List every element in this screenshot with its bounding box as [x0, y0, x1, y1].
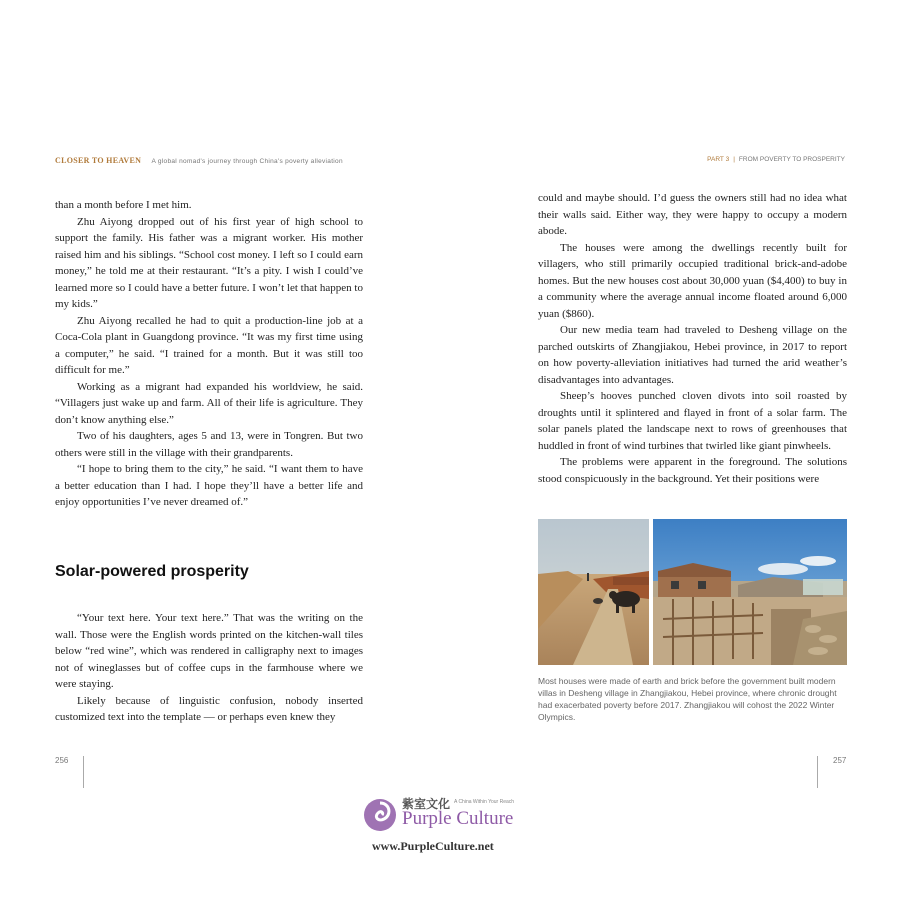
- village-road-photo: [538, 519, 649, 665]
- left-page-body-top: [55, 197, 363, 511]
- paragraph: Zhu Aiyong recalled he had to quit a production-line job at a Coca-Cola plant in Guangdong province. “It was my first time using a computer,” he said. “I trained for a month. But it was still too difficult for me.”: [55, 314, 363, 376]
- running-header-right: [707, 156, 845, 163]
- page-number-right: 257: [833, 756, 847, 765]
- paragraph: The houses were among the dwellings recently built for villagers, who still primarily occupied traditional brick-and-adobe homes. But the new houses cost about 30,000 yuan ($4,400) to buy in a community where the average annual income floated around 6,000 yuan ($860).: [538, 241, 847, 320]
- right-page-body: [538, 190, 847, 487]
- running-header-left: [55, 156, 343, 165]
- photo-caption: Most houses were made of earth and brick before the government built modern villas in Desheng village in Zhangjiakou, Hebei province, where chronic drought had exacerbated poverty before 2017. Zhangjiakou will cohost the 2022 Winter Olympics.: [538, 676, 837, 722]
- paragraph: Likely because of linguistic confusion, nobody inserted customized text into the template — or perhaps even knew they: [55, 694, 363, 723]
- paragraph: than a month before I met him.: [55, 199, 192, 211]
- left-page-body-bottom: [55, 610, 363, 726]
- paragraph: Working as a migrant had expanded his worldview, he said. “Villagers just wake up and farm. All of their life is agriculture. They don’t know anything else.”: [55, 380, 363, 426]
- paragraph: could and maybe should. I’d guess the owners still had no idea what their walls said. Either way, they were happy to occupy a modern abode.: [538, 192, 847, 237]
- page-number-left: 256: [55, 756, 69, 765]
- farmhouse-photo: [653, 519, 847, 665]
- page-rule-left: [83, 756, 84, 788]
- paragraph: Two of his daughters, ages 5 and 13, were in Tongren. But two others were still in the village with their grandparents.: [55, 430, 363, 459]
- paragraph: Our new media team had traveled to Desheng village on the parched outskirts of Zhangjiakou, Hebei province, in 2017 to report on how poverty-alleviation initiatives had turned the arid weather’s disadvantages into advantages.: [538, 324, 847, 386]
- page-rule-right: [817, 756, 818, 788]
- watermark-chinese-name: 紫室文化: [402, 797, 451, 811]
- book-subtitle: A global nomad's journey through China's poverty alleviation: [151, 158, 343, 165]
- watermark-url: www.PurpleCulture.net: [372, 839, 494, 853]
- watermark-tagline: A China Within Your Reach: [454, 799, 515, 805]
- purple-culture-watermark: [362, 793, 572, 853]
- paragraph: “I hope to bring them to the city,” he said. “I want them to have a better education than I had. I hope they’ll have a better life and enjoy opportunities I’ve never dreamed of.”: [55, 463, 363, 508]
- purple-culture-logo-icon: [362, 795, 398, 835]
- book-title: CLOSER TO HEAVEN: [55, 156, 142, 165]
- part-separator: |: [733, 156, 735, 163]
- watermark-brand: Purple Culture: [402, 808, 514, 829]
- paragraph: The problems were apparent in the foreground. The solutions stood conspicuously in the background. Yet their positions were: [538, 456, 847, 485]
- paragraph: “Your text here. Your text here.” That was the writing on the wall. Those were the English words printed on the kitchen-wall tiles below “red wine”, which was rendered in calligraphy next to images not of wineglasses but of coffee cups in the farmhouse where we were staying.: [55, 612, 363, 690]
- paragraph: Zhu Aiyong dropped out of his first year of high school to support the family. His father was a migrant worker. His mother raised him and his siblings. “School cost money. I left so I could earn money,” he told me at their restaurant. “It’s a pity. I wish I could’ve learned more so I could have a better future. I won’t let that happen to my kids.”: [55, 215, 363, 310]
- paragraph: Sheep’s hooves punched cloven divots into soil roasted by droughts until it splintered and flayed in front of a solar farm. The solar panels plated the landscape next to rows of greenhouses that huddled in front of wind turbines that twirled like giant pinwheels.: [538, 390, 847, 452]
- section-title: Solar-powered prosperity: [55, 563, 249, 580]
- part-label: PART 3: [707, 156, 730, 163]
- part-title: FROM POVERTY TO PROSPERITY: [738, 156, 845, 163]
